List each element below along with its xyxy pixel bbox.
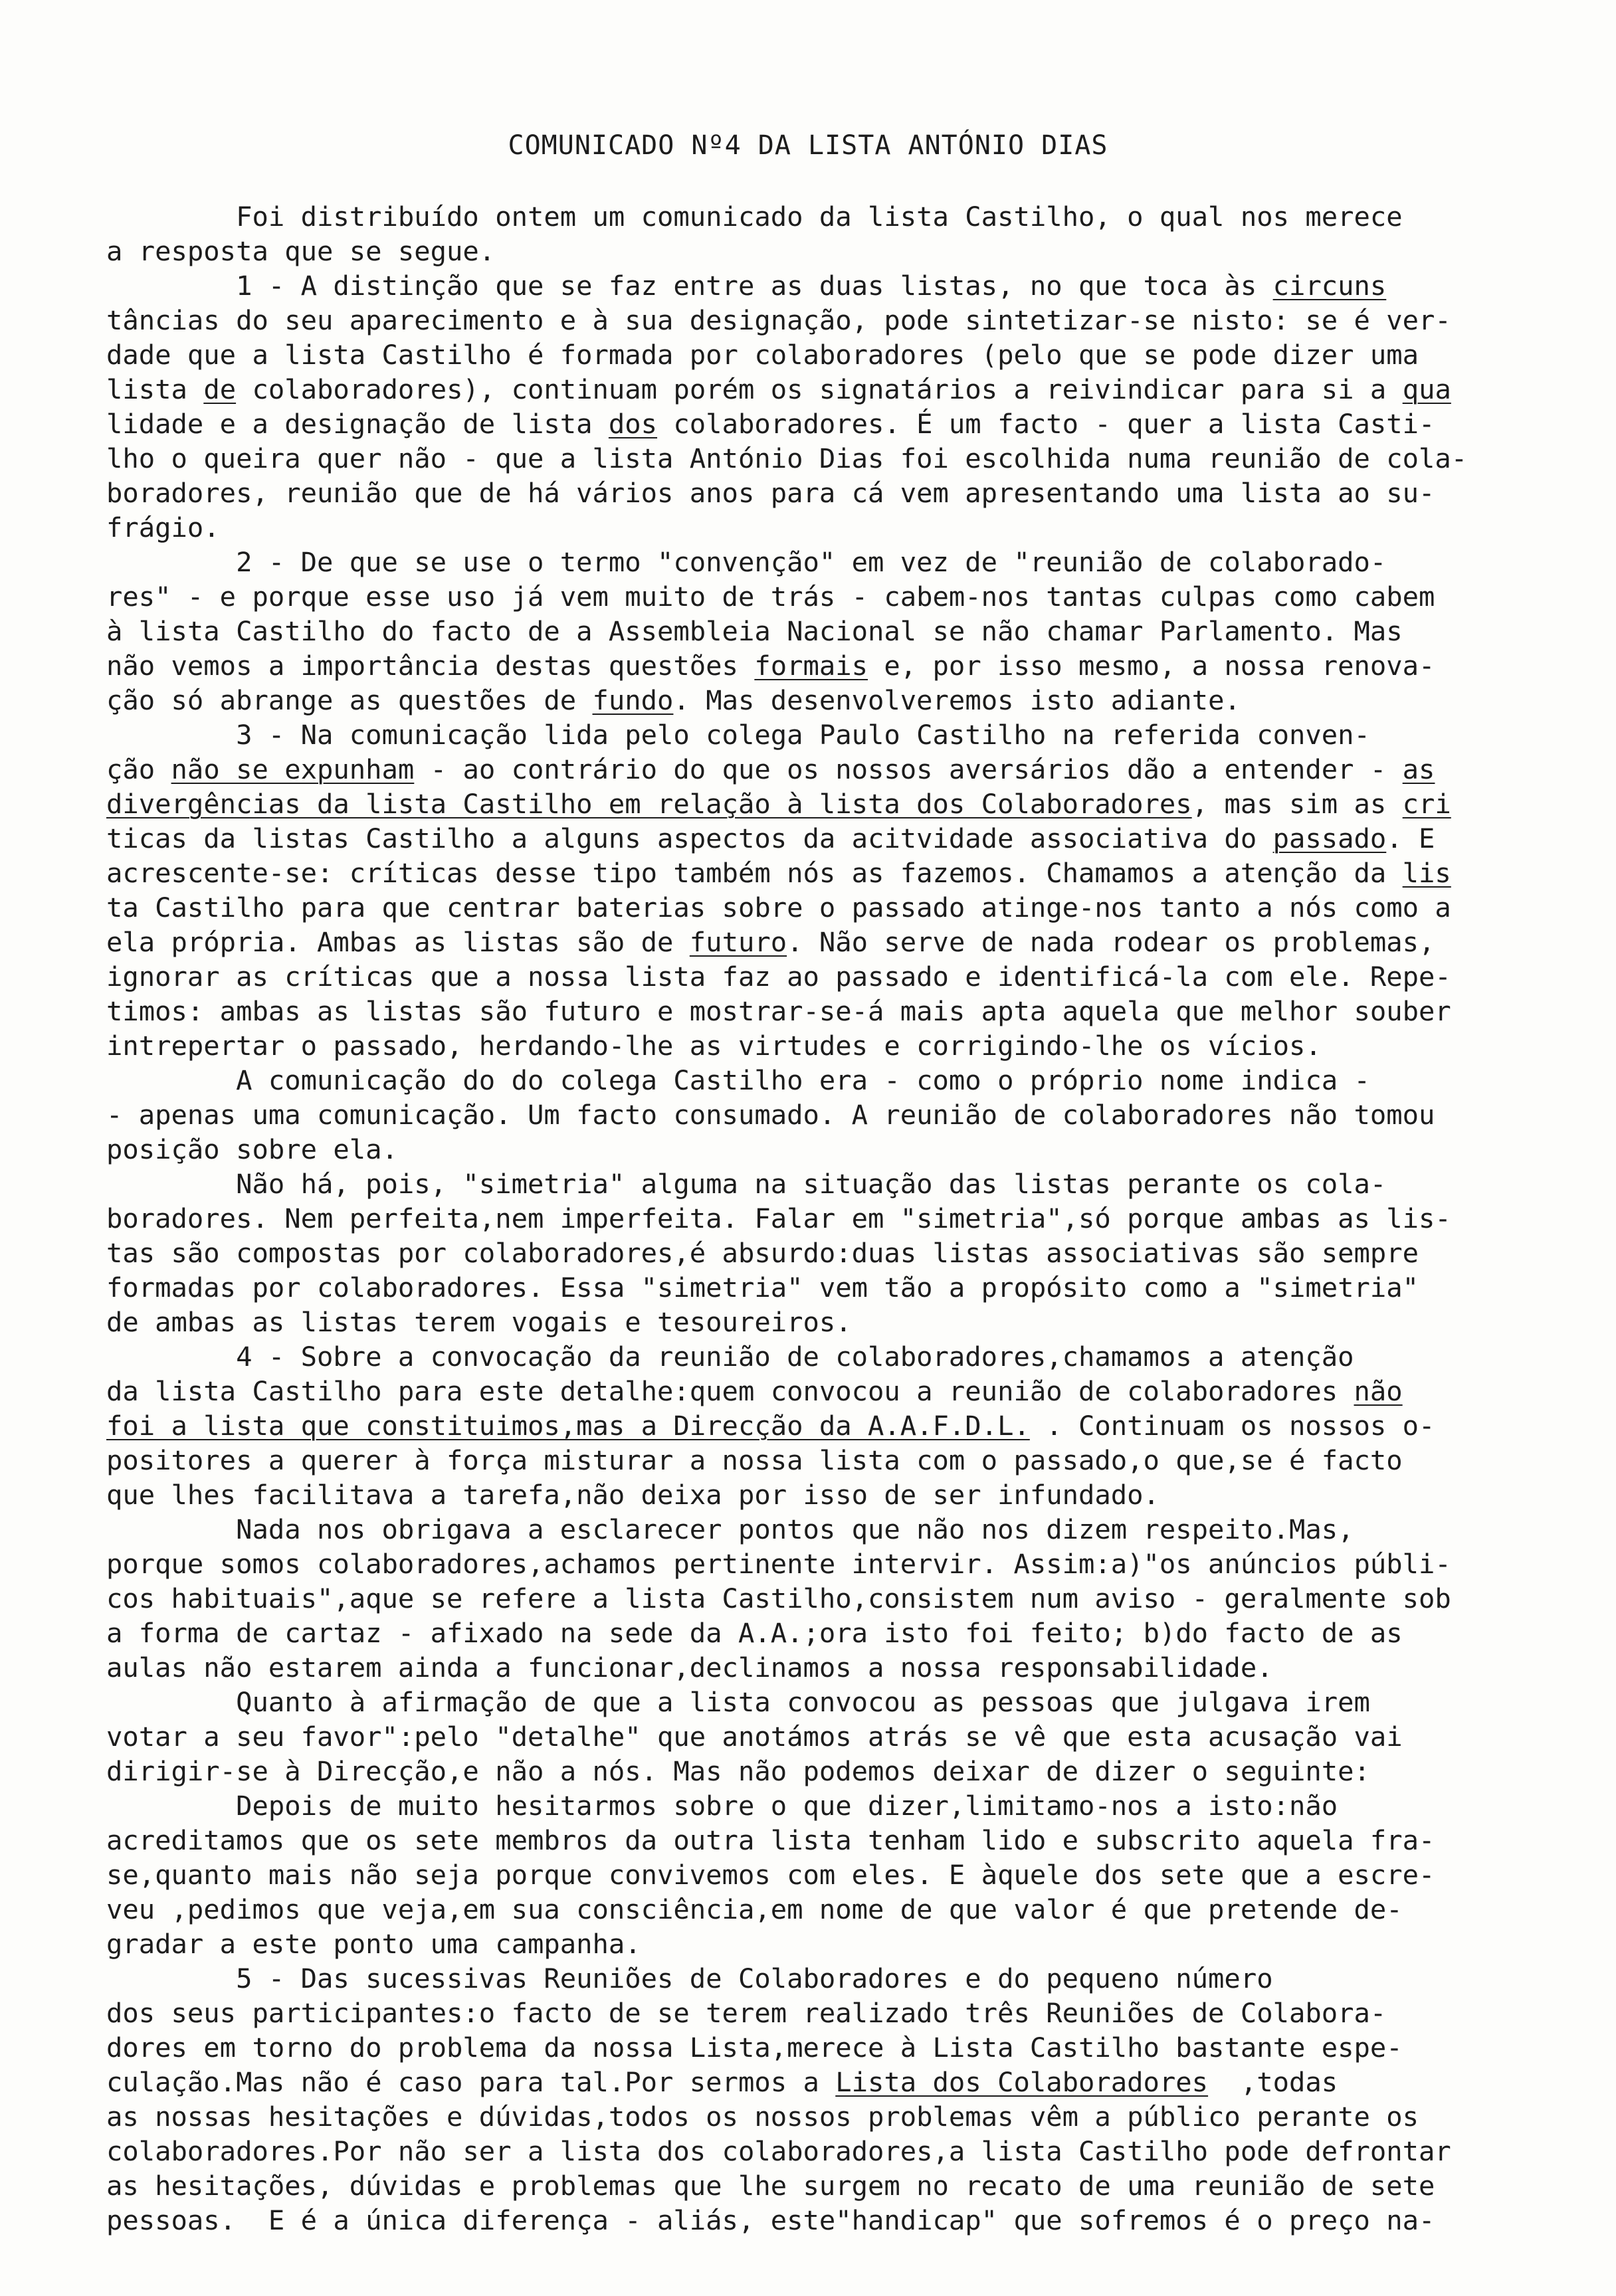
text-run: dos seus participantes:o facto de se terem realizado três Reuniões de Colabora- [106,1997,1387,2029]
underlined-text: formais [754,650,868,682]
text-run: dade que a lista Castilho é formada por colaboradores (pelo que se pode dizer uma [106,339,1419,371]
text-line [106,787,1528,821]
text-line [106,1408,1528,1443]
text-run: intrepertar o passado, herdando-lhe as virtudes e corrigindo-lhe os vícios. [106,1030,1322,1062]
text-run: que lhes facilitava a tarefa,não deixa por isso de ser infundado. [106,1479,1160,1511]
underlined-text: passado [1272,822,1387,854]
text-line [106,1270,1528,1305]
text-run: frágio. [106,512,220,543]
underlined-text: dos [608,408,658,440]
text-line [106,1167,1528,1201]
text-run: acreditamos que os sete membros da outra lista tenham lido e subscrito aquela fra- [106,1824,1435,1856]
text-line [106,303,1528,337]
text-line [106,337,1528,372]
text-line [106,856,1528,890]
text-run: . Não serve de nada rodear os problemas, [787,926,1435,958]
text-run: lidade e a designação de lista [106,408,609,440]
text-run: colaboradores.Por não ser a lista dos colaboradores,a lista Castilho pode defrontar [106,2135,1451,2167]
text-line [106,1719,1528,1754]
text-line [106,890,1528,925]
text-line [106,648,1528,683]
text-run: lista [106,373,204,405]
text-run: Quanto à afirmação de que a lista convocou as pessoas que julgava irem [106,1686,1370,1718]
text-line [106,959,1528,994]
text-line [106,1547,1528,1581]
text-line [106,1581,1528,1616]
underlined-text: circuns [1272,270,1387,302]
text-line [106,476,1528,510]
text-line [106,683,1528,718]
underlined-text: foi a lista que constituimos,mas a Direcção da A.A.F.D.L. [106,1410,1030,1442]
text-run: Nada nos obrigava a esclarecer pontos que não nos dizem respeito.Mas, [106,1513,1354,1545]
text-line [106,2134,1528,2168]
text-run: a forma de cartaz - afixado na sede da A.A.;ora isto foi feito; b)do facto de as [106,1617,1403,1649]
underlined-text: futuro [689,926,787,958]
text-run: lho o queira quer não - que a lista António Dias foi escolhida numa reunião de cola- [106,442,1468,474]
paragraph [106,1961,1528,2238]
text-run: . Continuam os nossos o- [1029,1410,1435,1442]
text-line [106,1685,1528,1719]
text-run: formadas por colaboradores. Essa "simetria" vem tão a propósito como a "simetria" [106,1272,1419,1303]
text-line [106,579,1528,614]
underlined-text: qua [1402,373,1451,405]
document-body [106,199,1528,2238]
text-run: as nossas hesitações e dúvidas,todos os nossos problemas vêm a público perante os [106,2101,1419,2133]
text-run: ção [106,753,171,785]
text-run: ta Castilho para que centrar baterias sobre o passado atinge-nos tanto a nós como a [106,892,1451,923]
text-run: veu ,pedimos que veja,em sua consciência,em nome de que valor é que pretende de- [106,1893,1403,1925]
text-run: positores a querer à força misturar a nossa lista com o passado,o que,se é facto [106,1444,1403,1476]
text-run: de ambas as listas terem vogais e tesoureiros. [106,1306,852,1338]
paragraph [106,718,1528,1339]
text-line [106,1616,1528,1650]
text-run: à lista Castilho do facto de a Assembleia Nacional se não chamar Parlamento. Mas [106,615,1403,647]
paragraph [106,268,1528,545]
paragraph [106,545,1528,718]
text-line [106,2203,1528,2238]
text-line [106,1823,1528,1858]
text-line [106,1788,1528,1823]
text-run: boradores. Nem perfeita,nem imperfeita. Falar em "simetria",só porque ambas as lis- [106,1202,1451,1234]
text-line [106,1892,1528,1927]
text-line [106,1996,1528,2030]
text-line [106,614,1528,648]
text-run: 4 - Sobre a convocação da reunião de colaboradores,chamamos a atenção [106,1341,1354,1373]
text-run: , mas sim as [1191,788,1403,820]
text-run: acrescente-se: críticas desse tipo também nós as fazemos. Chamamos a atenção da [106,857,1403,889]
text-run: 5 - Das sucessivas Reuniões de Colaboradores e do pequeno número [106,1962,1273,1994]
text-line [106,2168,1528,2203]
text-line [106,994,1528,1028]
text-line [106,1650,1528,1685]
paragraph [106,199,1528,268]
text-line [106,1063,1528,1098]
text-line [106,752,1528,787]
text-run: porque somos colaboradores,achamos pertinente intervir. Assim:a)"os anúncios públi- [106,1548,1451,1580]
text-run: gradar a este ponto uma campanha. [106,1928,641,1960]
text-line [106,2065,1528,2099]
text-run: ela própria. Ambas as listas são de [106,926,690,958]
text-run: ,todas [1208,2066,1338,2098]
underlined-text: não se expunham [171,753,415,785]
underlined-text: divergências da lista Castilho em relação à lista dos Colaboradores [106,788,1192,820]
text-run: a resposta que se segue. [106,235,496,267]
text-line [106,1339,1528,1374]
text-run: 3 - Na comunicação lida pelo colega Paulo Castilho na referida conven- [106,719,1370,751]
underlined-text: de [203,373,237,405]
text-run: da lista Castilho para este detalhe:quem convocou a reunião de colaboradores [106,1375,1354,1407]
text-run: dores em torno do problema da nossa Lista,merece à Lista Castilho bastante espe- [106,2032,1403,2063]
text-line [106,1374,1528,1408]
text-line [106,1961,1528,1996]
text-run: A comunicação do do colega Castilho era - como o próprio nome indica - [106,1064,1370,1096]
underlined-text: lis [1402,857,1451,889]
text-line [106,1927,1528,1961]
text-run: ignorar as críticas que a nossa lista faz ao passado e identificá-la com ele. Repe- [106,961,1451,993]
text-run: tâncias do seu aparecimento e à sua designação, pode sintetizar-se nisto: se é ver- [106,304,1451,336]
text-line [106,1478,1528,1512]
text-line [106,1443,1528,1478]
underlined-text: cri [1402,788,1451,820]
text-line [106,1512,1528,1547]
text-run: e, por isso mesmo, a nossa renova- [868,650,1435,682]
paragraph [106,1339,1528,1961]
text-line [106,268,1528,303]
text-line [106,1305,1528,1339]
text-run: pessoas. E é a única diferença - aliás, este"handicap" que sofremos é o preço na- [106,2204,1435,2236]
text-line [106,1858,1528,1892]
text-run: colaboradores), continuam porém os signatários a reivindicar para si a [236,373,1403,405]
text-line [106,821,1528,856]
text-run: timos: ambas as listas são futuro e mostrar-se-á mais apta aquela que melhor souber [106,995,1451,1027]
document-title: COMUNICADO Nº4 DA LISTA ANTÓNIO DIAS [508,130,1108,161]
text-line [106,2030,1528,2065]
text-line [106,1132,1528,1167]
text-line [106,441,1528,476]
text-run: se,quanto mais não seja porque convivemos com eles. E àquele dos sete que a escre- [106,1859,1435,1891]
text-run: culação.Mas não é caso para tal.Por sermos a [106,2066,836,2098]
text-run: votar a seu favor":pelo "detalhe" que anotámos atrás se vê que esta acusação vai [106,1721,1403,1753]
text-run: ticas da listas Castilho a alguns aspectos da acitvidade associativa do [106,822,1273,854]
text-run: boradores, reunião que de há vários anos para cá vem apresentando uma lista ao su- [106,477,1435,509]
text-run: Não há, pois, "simetria" alguma na situação das listas perante os cola- [106,1168,1387,1200]
text-run: aulas não estarem ainda a funcionar,declinamos a nossa responsabilidade. [106,1652,1273,1683]
text-run: . E [1386,822,1435,854]
text-run: as hesitações, dúvidas e problemas que lhe surgem no recato de uma reunião de sete [106,2170,1435,2202]
text-run: tas são compostas por colaboradores,é absurdo:duas listas associativas são sempre [106,1237,1419,1269]
text-line [106,545,1528,579]
text-line [106,372,1528,407]
text-run: - ao contrário do que os nossos aversários dão a entender - [414,753,1403,785]
text-line [106,1236,1528,1270]
text-run: posição sobre ela. [106,1133,398,1165]
text-line [106,1028,1528,1063]
underlined-text: fundo [592,684,674,716]
text-line [106,1754,1528,1788]
text-line [106,925,1528,959]
text-line [106,199,1528,234]
text-run: não vemos a importância destas questões [106,650,755,682]
text-run: - apenas uma comunicação. Um facto consumado. A reunião de colaboradores não tomou [106,1099,1435,1131]
text-run: colaboradores. É um facto - quer a lista Casti- [657,408,1435,440]
underlined-text: as [1402,753,1435,785]
text-run: cos habituais",aque se refere a lista Castilho,consistem num aviso - geralmente sob [106,1582,1451,1614]
text-line [106,1201,1528,1236]
underlined-text: Lista dos Colaboradores [835,2066,1209,2098]
text-line [106,718,1528,752]
text-run: Foi distribuído ontem um comunicado da lista Castilho, o qual nos merece [106,201,1403,233]
underlined-text: não [1354,1375,1403,1407]
text-line [106,2099,1528,2134]
text-run: . Mas desenvolveremos isto adiante. [673,684,1241,716]
text-line [106,407,1528,441]
text-run: Depois de muito hesitarmos sobre o que dizer,limitamo-nos a isto:não [106,1790,1338,1822]
text-run: 1 - A distinção que se faz entre as duas listas, no que toca às [106,270,1273,302]
text-line [106,1098,1528,1132]
text-run: dirigir-se à Direcção,e não a nós. Mas não podemos deixar de dizer o seguinte: [106,1755,1370,1787]
text-run: 2 - De que se use o termo "convenção" em vez de "reunião de colaborado- [106,546,1387,578]
text-line [106,234,1528,268]
text-run: ção só abrange as questões de [106,684,593,716]
text-line [106,510,1528,545]
text-run: res" - e porque esse uso já vem muito de trás - cabem-nos tantas culpas como cabem [106,581,1435,613]
